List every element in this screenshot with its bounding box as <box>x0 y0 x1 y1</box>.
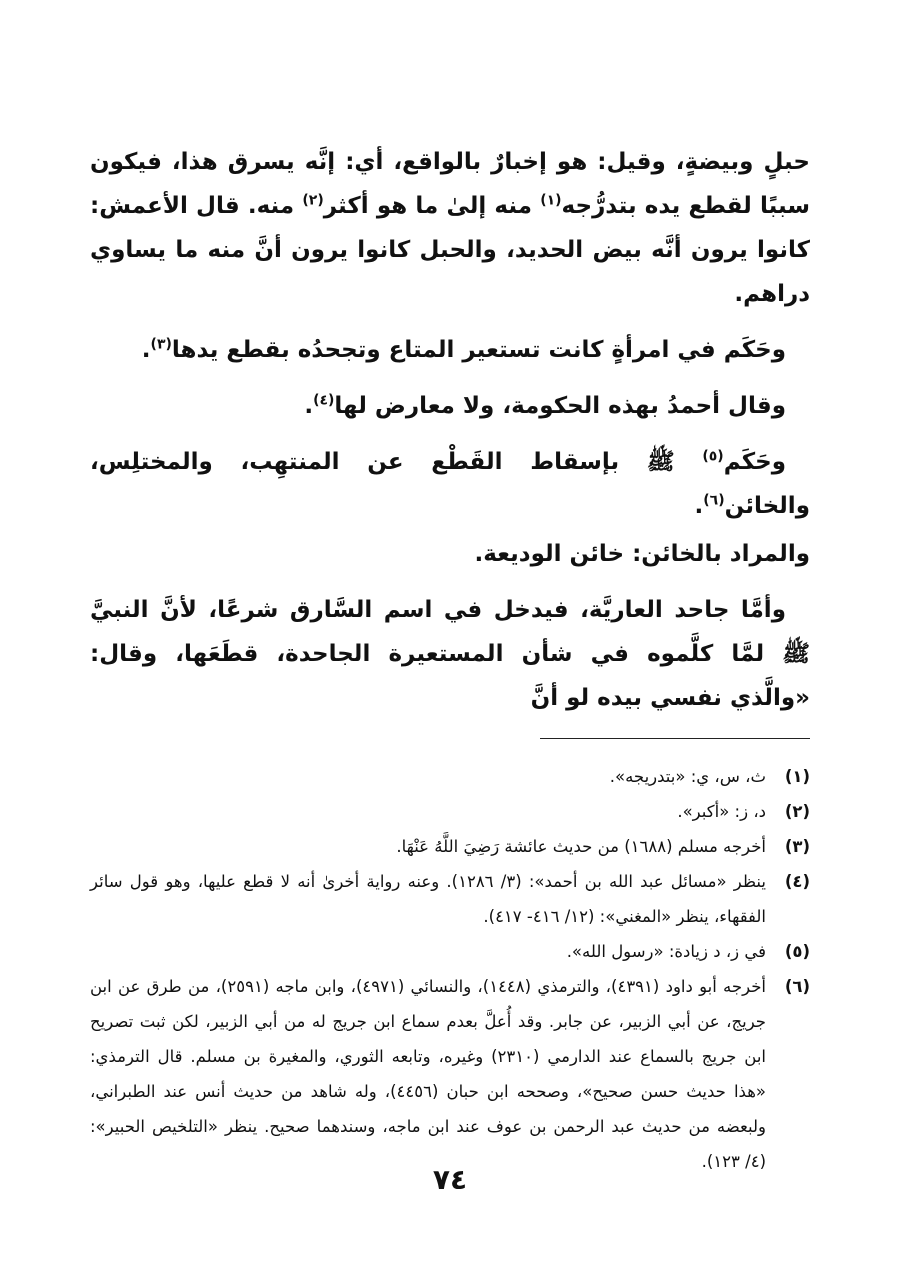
footnote-ref-6[interactable]: (٦) <box>703 492 725 509</box>
text-run: وقال أحمدُ بهذه الحكومة، ولا معارض لها <box>334 393 786 419</box>
footnote-text: في ز، د زيادة: «رسول الله». <box>566 942 766 961</box>
paragraph-2 <box>90 328 810 372</box>
footnote-text: ينظر «مسائل عبد الله بن أحمد»: (٣/ ١٢٨٦). وعنه رواية أخرىٰ أنه لا قطع عليها، وهو قول سائر الفقهاء، ينظر «المغني»: (١٢/ ٤١٦- ٤١٧). <box>90 872 766 926</box>
footnote-number: (١) <box>784 767 810 786</box>
footnote-number: (٢) <box>784 802 810 821</box>
footnote-number: (٤) <box>784 872 810 891</box>
text-run: منه. قال الأعمش: كانوا يرون أنَّه بيض الحديد، والحبل كانوا يرون أنَّ منه ما يساوي دراهم. <box>90 193 810 307</box>
footnote-6 <box>90 969 810 1179</box>
text-run: . <box>141 337 151 363</box>
footnote-text: أخرجه أبو داود (٤٣٩١)، والترمذي (١٤٤٨)، والنسائي (٤٩٧١)، وابن ماجه (٢٥٩١)، من طرق عن ابن جريج، عن أبي الزبير، عن جابر. وقد أُعلَّ بعدم سماع ابن جريج له من أبي الزبير، لكن ثبت تصريح ابن جريج بالسماع عند الدارمي (٢٣١٠) وغيره، وتابعه الثوري، والمغيرة بن مسلم. قال الترمذي: «هذا حديث حسن صحيح»، وصححه ابن حبان (٤٤٥٦)، وله شاهد من حديث أنس عند الطبراني، ولبعضه من حديث عبد الرحمن بن عوف عند ابن ماجه، وسندهما صحيح. ينظر «التلخيص الحبير»: (٤/ ١٢٣). <box>90 977 767 1171</box>
footnote-ref-3[interactable]: (٣) <box>150 336 172 353</box>
footnote-ref-4[interactable]: (٤) <box>313 392 335 409</box>
footnote-5 <box>90 934 810 969</box>
footnote-4 <box>90 864 810 934</box>
footnote-number: (٣) <box>784 837 810 856</box>
text-run: ﷺ بإسقاط القَطْع عن المنتهِب، والمختلِس، والخائن <box>90 449 810 519</box>
text-run: . <box>304 393 314 419</box>
footnote-number: (٥) <box>784 942 810 961</box>
main-text <box>90 140 810 720</box>
text-run: منه إلىٰ ما هو أكثر <box>323 193 541 219</box>
footnote-text: ث، س، ي: «بتدريجه». <box>609 767 766 786</box>
page-content <box>90 140 810 1179</box>
paragraph-5: والمراد بالخائن: خائن الوديعة. <box>474 541 810 567</box>
footnote-2 <box>90 794 810 829</box>
text-run: وحَكَم في امرأةٍ كانت تستعير المتاع وتجحدُه بقطع يدها <box>171 337 786 363</box>
footnote-text: أخرجه مسلم (١٦٨٨) من حديث عائشة رَضِيَ اللَّهُ عَنْهَا. <box>396 837 766 856</box>
footnote-text: د، ز: «أكبر». <box>677 802 766 821</box>
footnote-divider <box>540 738 810 739</box>
text-run: حبلٍ وبيضةٍ، وقيل: هو إخبارٌ بالواقع، أي: إنَّه يسرق هذا، فيكون سببًا لقطع يده بتدرُّجه <box>90 149 810 219</box>
footnote-number: (٦) <box>784 977 810 996</box>
footnote-1 <box>90 759 810 794</box>
text-run: وحَكَم <box>723 449 786 475</box>
footnote-ref-5[interactable]: (٥) <box>702 448 724 465</box>
paragraph-1 <box>90 140 810 316</box>
text-run: . <box>694 493 704 519</box>
page-number: ٧٤ <box>432 1163 468 1196</box>
paragraph-6: وأمَّا جاحد العاريَّة، فيدخل في اسم السَّارق شرعًا، لأنَّ النبيَّ ﷺ لمَّا كلَّموه في شأن المستعيرة الجاحدة، قطَعَها، وقال: «والَّذي نفسي بيده لو أنَّ <box>90 597 810 711</box>
footnote-3 <box>90 829 810 864</box>
footnotes <box>90 759 810 1179</box>
footnote-ref-2[interactable]: (٢) <box>302 192 324 209</box>
footnote-ref-1[interactable]: (١) <box>540 192 562 209</box>
paragraph-3 <box>90 384 810 428</box>
paragraph-4 <box>90 440 810 528</box>
